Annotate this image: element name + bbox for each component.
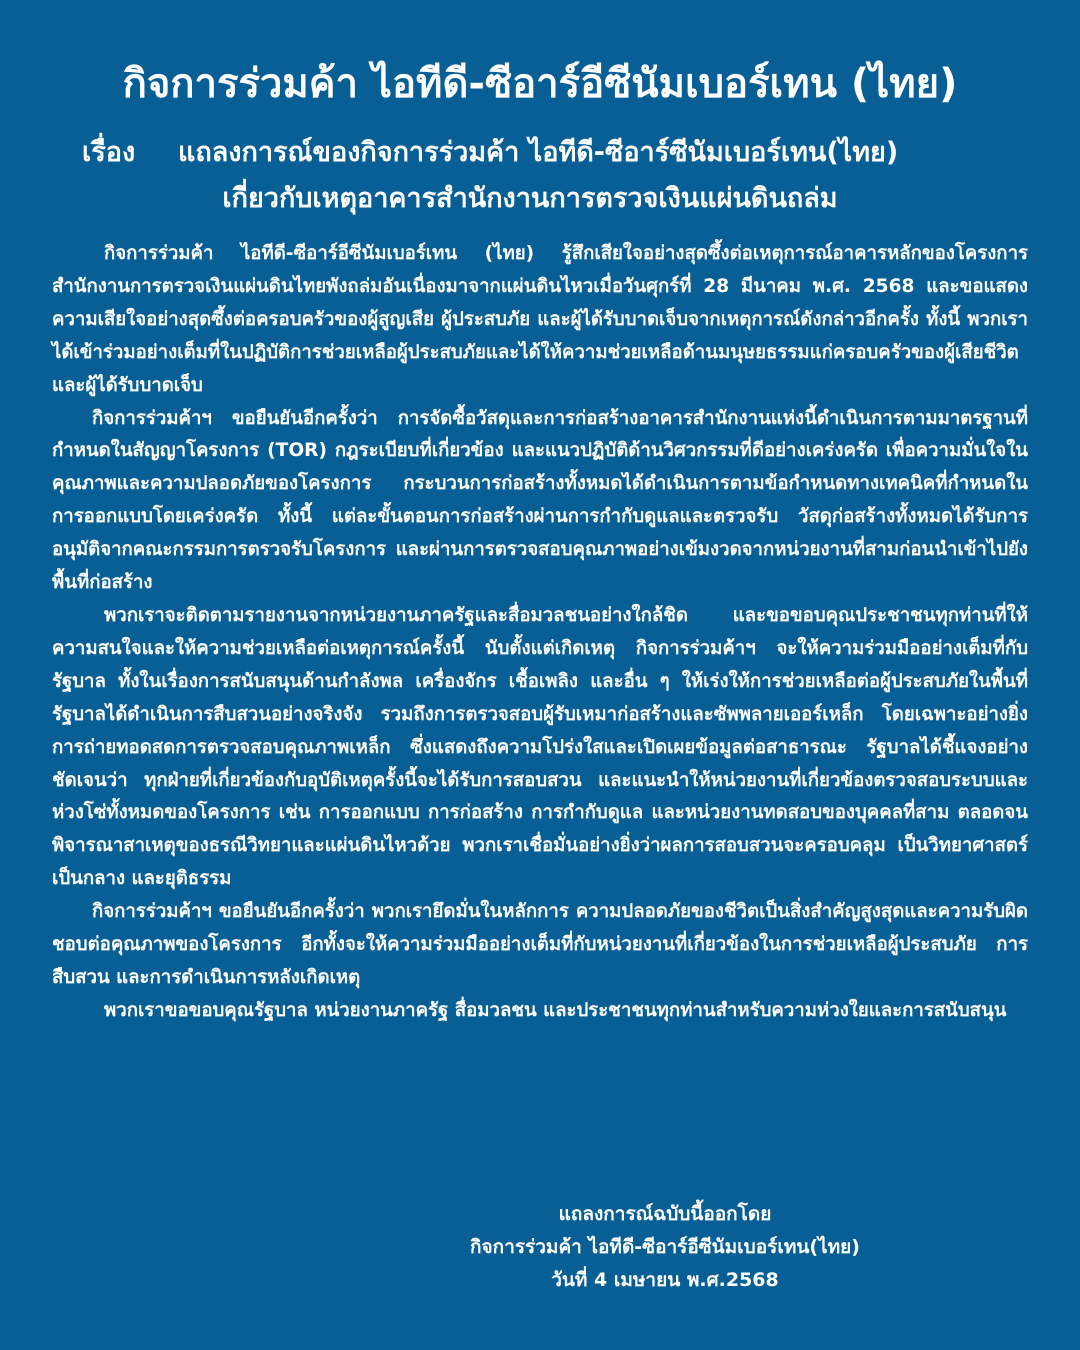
subject-text-1: แถลงการณ์ของกิจการร่วมค้า ไอทีดี-ซีอาร์ซีนัมเบอร์เทน(ไทย) [178,137,899,168]
page-title: กิจการร่วมค้า ไอทีดี-ซีอาร์อีซีนัมเบอร์เทน (ไทย) [122,61,958,107]
paragraph-standards: กิจการร่วมค้าฯ ขอยืนยันอีกครั้งว่า การจัดซื้อวัสดุและการก่อสร้างอาคารสำนักงานแห่งนี้ดำเนินการตามมาตรฐานที่กำหนดในสัญญาโครงการ (TOR) กฎระเบียบที่เกี่ยวข้อง และแนวปฏิบัติด้านวิศวกรรมที่ดีอย่างเคร่งครัด เพื่อความมั่นใจในคุณภาพและความปลอดภัยของโครงการ กระบวนการก่อสร้างทั้งหมดได้ดำเนินการตามข้อกำหนดทางเทคนิคที่กำหนดในการออกแบบโดยเคร่งครัด ทั้งนี้ แต่ละขั้นตอนการก่อสร้างผ่านการกำกับดูแลและตรวจรับ วัสดุก่อสร้างทั้งหมดได้รับการอนุมัติจากคณะกรรมการตรวจรับโครงการ และผ่านการตรวจสอบคุณภาพอย่างเข้มงวดจากหน่วยงานที่สามก่อนนำเข้าไปยังพื้นที่ก่อสร้าง [52,407,1028,594]
signature-date: วันที่ 4 เมษายน พ.ศ.2568 [551,1269,779,1291]
statement-body [52,238,1028,1028]
paragraph-commitment: กิจการร่วมค้าฯ ขอยืนยันอีกครั้งว่า พวกเรายึดมั่นในหลักการ ความปลอดภัยของชีวิตเป็นสิ่งสำคัญสูงสุดและความรับผิดชอบต่อคุณภาพของโครงการ อีกทั้งจะให้ความร่วมมืออย่างเต็มที่กับหน่วยงานที่เกี่ยวข้องในการช่วยเหลือผู้ประสบภัย การสืบสวน และการดำเนินการหลังเกิดเหตุ [52,901,1028,988]
signature-block [380,1198,950,1297]
paragraph-condolence: กิจการร่วมค้า ไอทีดี-ซีอาร์อีซีนัมเบอร์เทน (ไทย) รู้สึกเสียใจอย่างสุดซึ้งต่อเหตุการณ์อาคารหลักของโครงการสำนักงานการตรวจเงินแผ่นดินไทยพังถล่มอันเนื่องมาจากแผ่นดินไหวเมื่อวันศุกร์ที่ 28 มีนาคม พ.ศ. 2568 และขอแสดงความเสียใจอย่างสุดซึ้งต่อครอบครัวของผู้สูญเสีย ผู้ประสบภัย และผู้ได้รับบาดเจ็บจากเหตุการณ์ดังกล่าวอีกครั้ง ทั้งนี้ พวกเราได้เข้าร่วมอย่างเต็มที่ในปฏิบัติการช่วยเหลือผู้ประสบภัยและได้ให้ความช่วยเหลือด้านมนุษยธรรมแก่ครอบครัวของผู้เสียชีวิตและผู้ได้รับบาดเจ็บ [52,243,1028,396]
paragraph-thanks: พวกเราขอขอบคุณรัฐบาล หน่วยงานภาครัฐ สื่อมวลชน และประชาชนทุกท่านสำหรับความห่วงใยและการสนับสนุน [104,999,1007,1021]
subject-line-1 [60,130,1040,176]
signature-issued-by: แถลงการณ์ฉบับนี้ออกโดย [558,1203,772,1225]
subject-label: เรื่อง [82,137,136,168]
subject-text-2: เกี่ยวกับเหตุอาคารสำนักงานการตรวจเงินแผ่นดินถล่ม [222,183,838,214]
subject-block [60,130,1040,222]
paragraph-investigation: พวกเราจะติดตามรายงานจากหน่วยงานภาครัฐและสื่อมวลชนอย่างใกล้ชิด และขอขอบคุณประชาชนทุกท่านที่ให้ความสนใจและให้ความช่วยเหลือต่อเหตุการณ์ครั้งนี้ นับตั้งแต่เกิดเหตุ กิจการร่วมค้าฯ จะให้ความร่วมมืออย่างเต็มที่กับรัฐบาล ทั้งในเรื่องการสนับสนุนด้านกำลังพล เครื่องจักร เชื้อเพลิง และอื่น ๆ ให้เร่งให้การช่วยเหลือต่อผู้ประสบภัยในพื้นที่ รัฐบาลได้ดำเนินการสืบสวนอย่างจริงจัง รวมถึงการตรวจสอบผู้รับเหมาก่อสร้างและซัพพลายเออร์เหล็ก โดยเฉพาะอย่างยิ่งการถ่ายทอดสดการตรวจสอบคุณภาพเหล็ก ซึ่งแสดงถึงความโปร่งใสและเปิดเผยข้อมูลต่อสาธารณะ รัฐบาลได้ชี้แจงอย่างชัดเจนว่า ทุกฝ่ายที่เกี่ยวข้องกับอุบัติเหตุครั้งนี้จะได้รับการสอบสวน และแนะนำให้หน่วยงานที่เกี่ยวข้องตรวจสอบระบบและห่วงโซ่ทั้งหมดของโครงการ เช่น การออกแบบ การก่อสร้าง การกำกับดูแล และหน่วยงานทดสอบของบุคคลที่สาม ตลอดจนพิจารณาสาเหตุของธรณีวิทยาและแผ่นดินไหวด้วย พวกเราเชื่อมั่นอย่างยิ่งว่าผลการสอบสวนจะครอบคลุม เป็นวิทยาศาสตร์ เป็นกลาง และยุติธรรม [52,604,1028,890]
signature-company: กิจการร่วมค้า ไอทีดี-ซีอาร์อีซีนัมเบอร์เทน(ไทย) [470,1236,860,1258]
